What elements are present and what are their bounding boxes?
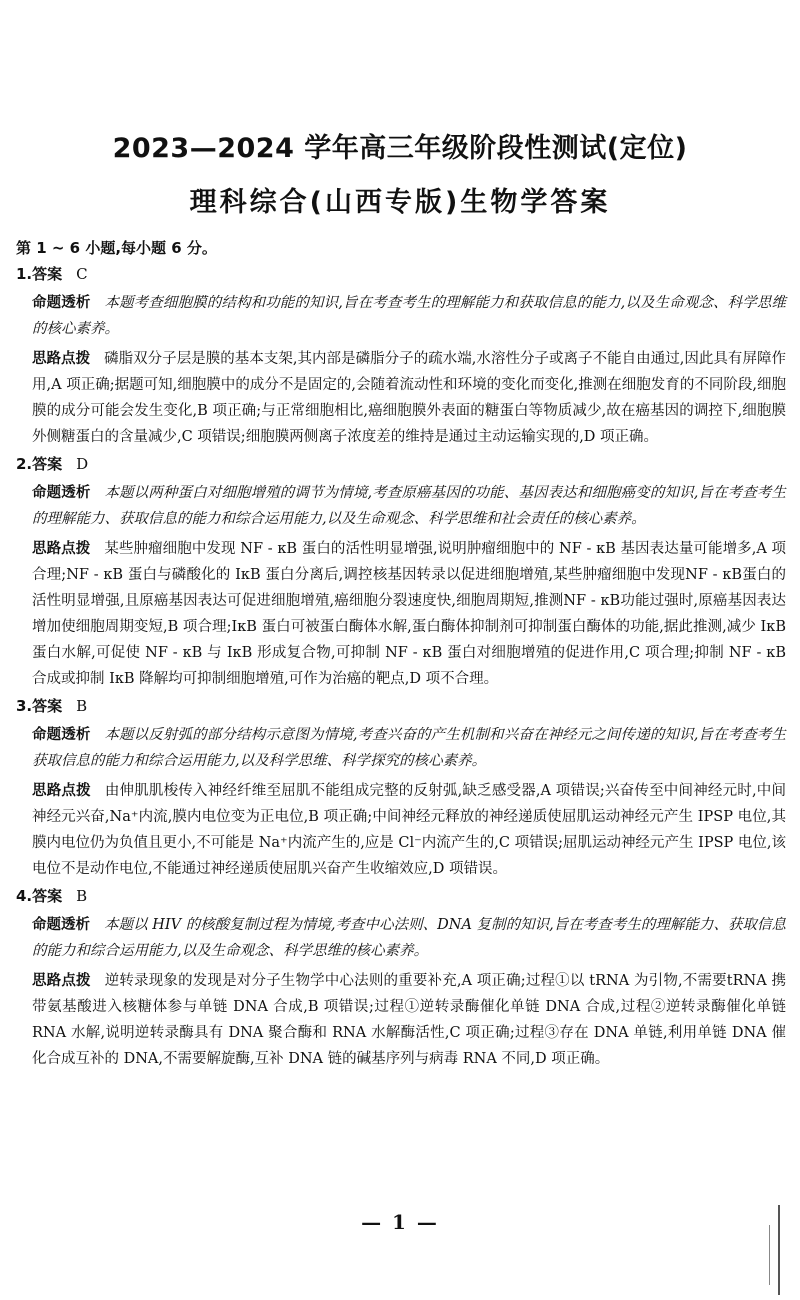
question-header <box>16 262 786 286</box>
question-number: 4. <box>16 887 33 905</box>
answer-label: 答案 <box>32 887 63 905</box>
insight-paragraph <box>16 722 786 774</box>
page-title: 2023—2024 学年高三年级阶段性测试(定位) <box>112 133 688 164</box>
question-header <box>16 884 786 908</box>
page-subtitle: 理科综合(山西专版)生物学答案 <box>189 187 611 218</box>
question-number: 3. <box>16 697 33 715</box>
insight-paragraph <box>16 912 786 964</box>
question-number: 1. <box>16 265 33 283</box>
insight-label: 命题透析 <box>32 917 91 933</box>
insight-text: 本题考查细胞膜的结构和功能的知识,旨在考查考生的理解能力和获取信息的能力,以及生命观念、科学思维的核心素养。 <box>32 295 786 337</box>
insight-label: 命题透析 <box>32 295 91 311</box>
question-3 <box>16 694 786 882</box>
insight-paragraph <box>16 480 786 532</box>
question-number: 2. <box>16 455 33 473</box>
answer-label: 答案 <box>32 265 63 283</box>
hint-paragraph <box>16 346 786 450</box>
hint-label: 思路点拨 <box>32 351 91 367</box>
insight-paragraph <box>16 290 786 342</box>
hint-paragraph <box>16 778 786 882</box>
question-4 <box>16 884 786 1072</box>
question-1 <box>16 262 786 450</box>
answer-value: B <box>76 887 88 905</box>
hint-text: 某些肿瘤细胞中发现 NF - κB 蛋白的活性明显增强,说明肿瘤细胞中的 NF - κB 基因表达量可能增多,A 项合理;NF - κB 蛋白与磷酸化的 IκB 蛋白分离后,调控核基因转录以促进细胞增殖,某些肿瘤细胞中发现NF - κB蛋白的活性明显增强,且原癌基因表达可促进细胞增殖,癌细胞分裂速度快,细胞周期短,推测NF - κB功能过强时,原癌基因表达增加使细胞周期变短,B 项合理;IκB 蛋白可被蛋白酶体水解,蛋白酶体抑制剂可抑制蛋白酶体的功能,据此推测,减少 IκB 蛋白水解,可促使 NF - κB 与 IκB 形成复合物,可抑制 NF - κB 蛋白对细胞增殖的促进作用,C 项合理;抑制 NF - κB 合成或抑制 IκB 降解均可抑制细胞增殖,可作为治癌的靶点,D 项不合理。 <box>32 541 787 687</box>
answer-label: 答案 <box>32 455 63 473</box>
hint-label: 思路点拨 <box>32 541 91 557</box>
insight-text: 本题以两种蛋白对细胞增殖的调节为情境,考查原癌基因的功能、基因表达和细胞癌变的知识,旨在考查考生的理解能力、获取信息的能力和综合运用能力,以及生命观念、科学思维和社会责任的核心素养。 <box>32 485 786 527</box>
question-header <box>16 452 786 476</box>
answer-label: 答案 <box>32 697 63 715</box>
hint-paragraph <box>16 968 786 1072</box>
section-intro: 第 1 ~ 6 小题,每小题 6 分。 <box>16 239 217 257</box>
question-2 <box>16 452 786 692</box>
insight-label: 命题透析 <box>32 727 91 743</box>
page-number: — 1 — <box>361 1210 439 1234</box>
hint-paragraph <box>16 536 786 692</box>
binding-margin-line <box>769 1225 772 1285</box>
hint-label: 思路点拨 <box>32 973 91 989</box>
insight-text: 本题以反射弧的部分结构示意图为情境,考查兴奋的产生机制和兴奋在神经元之间传递的知识,旨在考查考生获取信息的能力和综合运用能力,以及科学思维、科学探究的核心素养。 <box>32 727 786 769</box>
answer-value: D <box>76 455 89 473</box>
binding-margin-line <box>778 1205 782 1295</box>
answer-value: B <box>76 697 88 715</box>
hint-text: 由伸肌肌梭传入神经纤维至屈肌不能组成完整的反射弧,缺乏感受器,A 项错误;兴奋传至中间神经元时,中间神经元兴奋,Na⁺内流,膜内电位变为正电位,B 项正确;中间神经元释放的神经递质使屈肌运动神经元产生 IPSP 电位,其膜内电位仍为负值且更小,不可能是 Na⁺内流产生的,应是 Cl⁻内流产生的,C 项错误;屈肌运动神经元产生 IPSP 电位,该电位不是动作电位,不能通过神经递质使屈肌兴奋产生收缩效应,D 项错误。 <box>32 783 787 877</box>
hint-label: 思路点拨 <box>32 783 91 799</box>
insight-text: 本题以 HIV 的核酸复制过程为情境,考查中心法则、DNA 复制的知识,旨在考查考生的理解能力、获取信息的能力和综合运用能力,以及生命观念、科学思维的核心素养。 <box>32 917 787 959</box>
hint-text: 逆转录现象的发现是对分子生物学中心法则的重要补充,A 项正确;过程①以 tRNA 为引物,不需要tRNA 携带氨基酸进入核糖体参与单链 DNA 合成,B 项错误;过程①逆转录酶催化单链 DNA 合成,过程②逆转录酶催化单链 RNA 水解,说明逆转录酶具有 DNA 聚合酶和 RNA 水解酶活性,C 项正确;过程③存在 DNA 单链,利用单链 DNA 催化合成互补的 DNA,不需要解旋酶,互补 DNA 链的碱基序列与病毒 RNA 不同,D 项正确。 <box>32 973 786 1067</box>
answer-content <box>16 236 786 1072</box>
question-header <box>16 694 786 718</box>
insight-label: 命题透析 <box>32 485 91 501</box>
hint-text: 磷脂双分子层是膜的基本支架,其内部是磷脂分子的疏水端,水溶性分子或离子不能自由通过,因此具有屏障作用,A 项正确;据题可知,细胞膜中的成分不是固定的,会随着流动性和环境的变化而变化,推测在细胞发育的不同阶段,细胞膜的成分可能会发生变化,B 项正确;与正常细胞相比,癌细胞膜外表面的糖蛋白等物质减少,故在癌基因的调控下,细胞膜外侧糖蛋白的含量减少,C 项错误;细胞膜两侧离子浓度差的维持是通过主动运输实现的,D 项正确。 <box>32 351 786 445</box>
answer-value: C <box>76 265 88 283</box>
